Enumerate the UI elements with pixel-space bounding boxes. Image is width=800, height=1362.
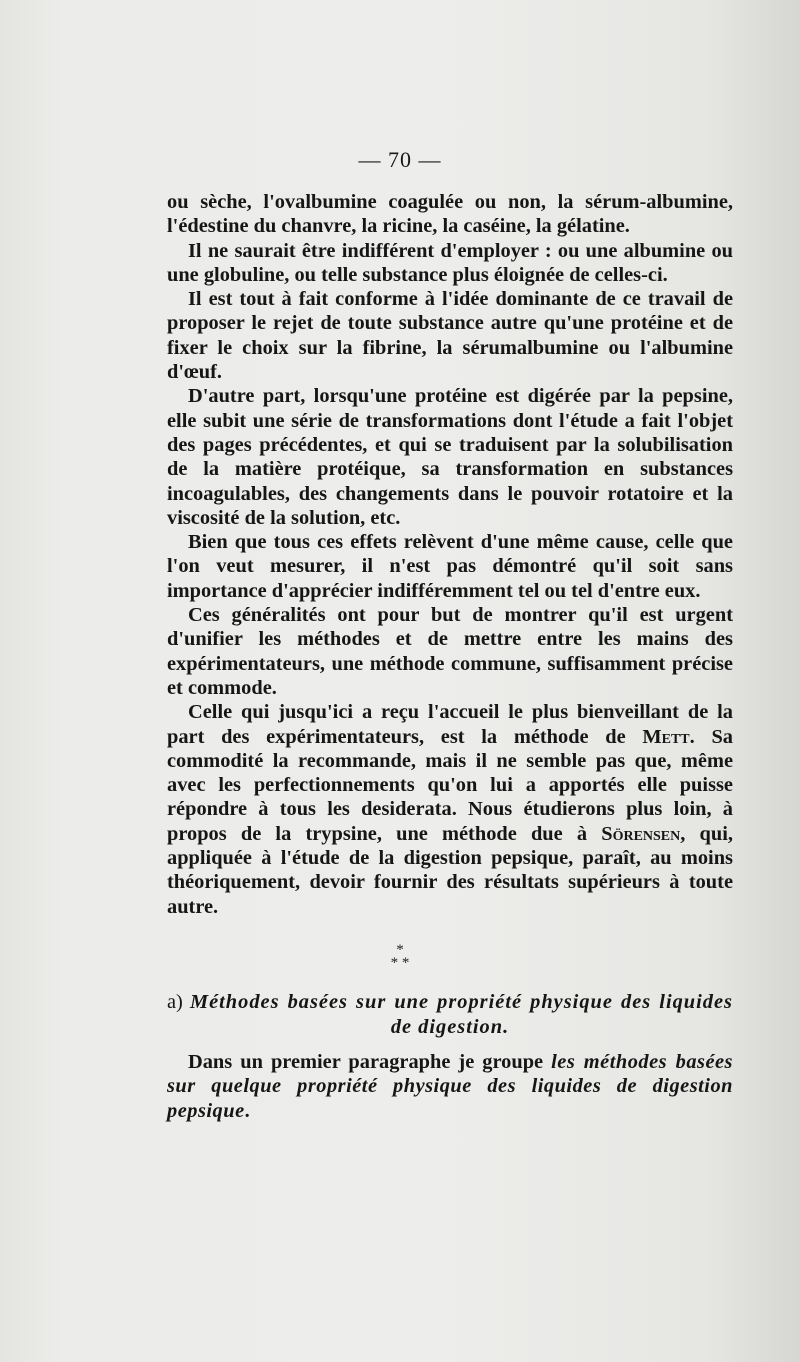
closing-end: .: [244, 1099, 250, 1122]
paragraph-7: [167, 700, 733, 919]
closing-paragraph: [167, 1050, 733, 1123]
section-divider: [0, 944, 800, 970]
asterism-bottom: * *: [390, 955, 410, 971]
paragraph-1: ou sèche, l'ovalbumine coagulée ou non, la sérum-albumine, l'édestine du chanvre, la ricine, la caséine, la gélatine.: [167, 191, 733, 238]
paragraph-5: Bien que tous ces effets relèvent d'une même cause, celle que l'on veut mesurer, il n'est pas démontré qu'il soit sans importance d'apprécier indifféremment tel ou tel d'entre eux.: [167, 531, 733, 602]
closing-emphasis: les méthodes basées sur quelque propriété physique des liquides de digestion pepsique: [167, 1051, 733, 1122]
paragraph-3: Il est tout à fait conforme à l'idée dominante de ce travail de proposer le rejet de toute substance autre qu'une protéine et de fixer le choix sur la fibrine, la sérumalbumine ou l'albumine d'œuf.: [167, 288, 733, 384]
closing-lead: Dans un premier paragraphe je groupe: [188, 1051, 552, 1073]
paragraph-7-part-c: , qui, appliquée à l'étude de la digestion pepsique, paraît, au moins théoriquement, devoir fournir des résultats supérieurs à toute autre.: [167, 822, 733, 918]
page-number: — 70 —: [358, 147, 442, 172]
author-sorensen: Sörensen: [601, 822, 681, 845]
paragraph-7-part-b: . Sa commodité la recommande, mais il ne semble pas que, même avec les perfectionnements qu'on lui a apportés elle puisse répondre à tous les desiderata. Nous étudierons plus loin, à propos de la trypsine, une méthode due à: [167, 725, 733, 845]
asterism-top: *: [396, 942, 404, 958]
section-heading: [167, 990, 733, 1040]
section-title-line-1: Méthodes basées sur une propriété physique des liquides: [189, 991, 733, 1013]
section-heading-line-1: [167, 990, 733, 1015]
paragraph-4: D'autre part, lorsqu'une protéine est digérée par la pepsine, elle subit une série de transformations dont l'étude a fait l'objet des pages précédentes, et qui se traduisent par la solubilisation de la matière protéique, sa transformation en substances incoagulables, des changements dans le pouvoir rotatoire et la viscosité de la solution, etc.: [167, 385, 733, 529]
paragraph-7-part-a: Celle qui jusqu'ici a reçu l'accueil le plus bienveillant de la part des expérimentateurs, est la méthode de: [167, 701, 733, 748]
author-mett: Mett: [642, 725, 690, 748]
section-marker: a): [167, 991, 183, 1013]
body-text: [167, 190, 733, 919]
paragraph-6: Ces généralités ont pour but de montrer qu'il est urgent d'unifier les méthodes et de mettre entre les mains des expérimentateurs, une méthode commune, suffisamment précise et commode.: [167, 604, 733, 699]
closing-text: [167, 1050, 733, 1123]
paragraph-2: Il ne saurait être indifférent d'employer : ou une albumine ou une globuline, ou telle substance plus éloignée de celles-ci.: [167, 239, 733, 286]
section-title-line-2: de digestion.: [390, 1016, 510, 1038]
